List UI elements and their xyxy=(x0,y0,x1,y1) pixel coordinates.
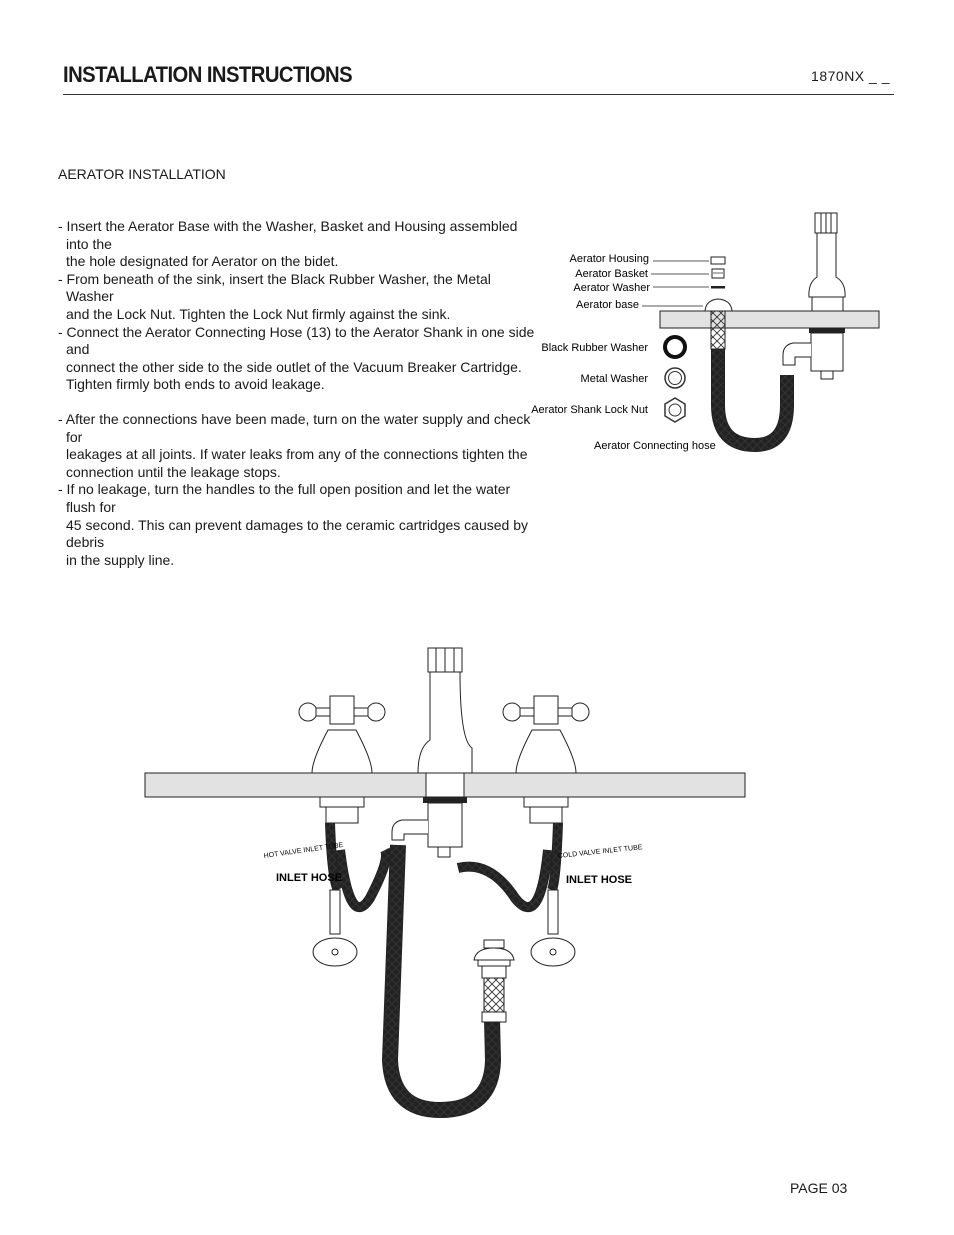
aerator-base-part xyxy=(705,299,732,311)
instruction-step: - Insert the Aerator Base with the Washer, Basket and Housing assembled into the the hole designated for Aerator on the bidet. xyxy=(58,218,518,270)
aerator-basket-part xyxy=(712,269,724,278)
header-divider xyxy=(63,94,894,95)
aerator-connecting-hose xyxy=(390,845,493,1110)
vacuum-breaker xyxy=(392,648,472,857)
label-metal-washer: Metal Washer xyxy=(580,373,648,385)
black-rubber-washer-part xyxy=(665,337,685,357)
label-aerator-washer: Aerator Washer xyxy=(573,282,650,294)
hot-handle xyxy=(299,696,385,966)
aerator-washer-part xyxy=(711,286,725,289)
instruction-step: - From beneath of the sink, insert the Black Rubber Washer, the Metal Washer and the Lock Nut. Tighten the Lock Nut firmly against the sink. xyxy=(58,270,491,322)
cold-handle xyxy=(503,696,589,966)
cold-valve-inlet-tube-label: COLD VALVE INLET TUBE xyxy=(557,844,643,860)
faucet-assembly-diagram xyxy=(140,640,750,1120)
aerator-shank xyxy=(711,311,725,349)
hot-valve-inlet-tube-label: HOT VALVE INLET TUBE xyxy=(263,841,344,860)
page-number: PAGE 03 xyxy=(790,1180,848,1196)
aerator-housing-part xyxy=(711,257,725,264)
instruction-step: - Connect the Aerator Connecting Hose (13) to the Aerator Shank in one side and connect the other side to the side outlet of the Vacuum Breaker Cartridge. Tighten firmly both ends to avoid leakage. xyxy=(58,323,535,393)
instruction-list xyxy=(58,218,538,569)
label-connecting-hose: Aerator Connecting hose xyxy=(594,440,716,452)
aerator-diagram xyxy=(525,205,890,465)
aerator-assembly xyxy=(474,940,514,1022)
label-lock-nut: Aerator Shank Lock Nut xyxy=(531,404,648,416)
label-black-rubber-washer: Black Rubber Washer xyxy=(541,342,648,354)
section-title: AERATOR INSTALLATION xyxy=(58,166,226,182)
label-aerator-basket: Aerator Basket xyxy=(575,268,648,280)
label-aerator-base: Aerator base xyxy=(576,299,639,311)
counter-slab xyxy=(660,311,879,328)
model-number: 1870NX _ _ xyxy=(811,68,890,84)
left-inlet-hose-label: INLET HOSE xyxy=(276,872,343,884)
right-inlet-hose-label: INLET HOSE xyxy=(566,874,633,886)
label-aerator-housing: Aerator Housing xyxy=(569,253,649,265)
page-title: INSTALLATION INSTRUCTIONS xyxy=(63,62,353,87)
instruction-step: - If no leakage, turn the handles to the full open position and let the water flush for 45 second. This can prevent damages to the ceramic cartridges caused by debris in the supply line. xyxy=(58,481,528,568)
instruction-step: - After the connections have been made, turn on the water supply and check for leakages at all joints. If water leaks from any of the connections tighten the connection until the leakage stops. xyxy=(58,410,531,480)
